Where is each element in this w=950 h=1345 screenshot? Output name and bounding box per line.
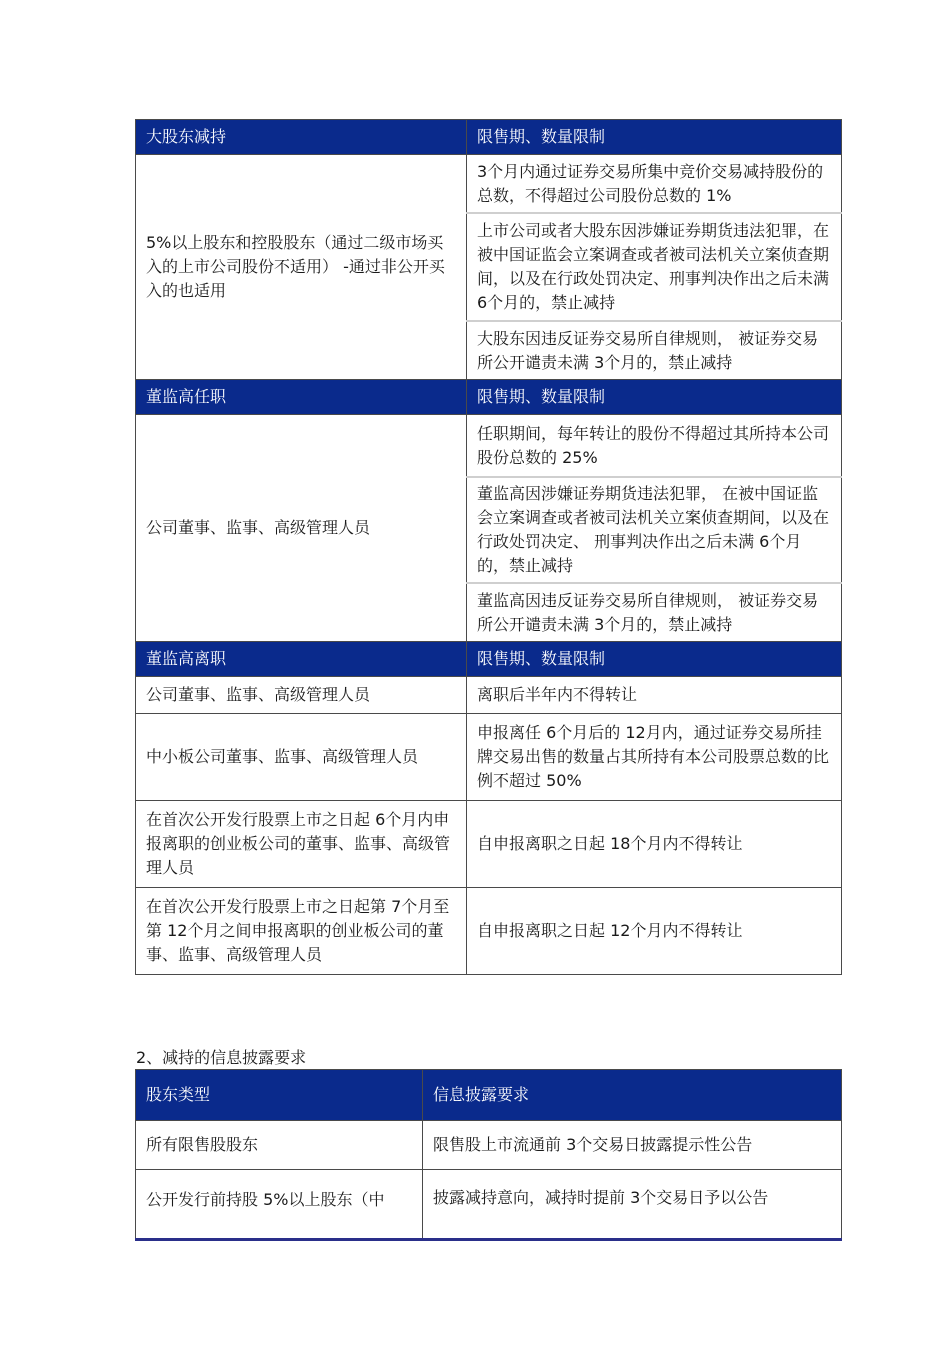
rule-cell: 自申报离职之日起 18个月内不得转让 — [467, 801, 842, 888]
rule-cell: 董监高因违反证券交易所自律规则， 被证券交易所公开谴责未满 3个月的，禁止减持 — [467, 583, 842, 642]
rule-cell: 上市公司或者大股东因涉嫌证券期货违法犯罪，在被中国证监会立案调查或者被司法机关立案侦查期间，以及在行政处罚决定、刑事判决作出之后未满 6个月的，禁止减持 — [467, 213, 842, 321]
table-row — [136, 888, 842, 975]
subject-cell: 在首次公开发行股票上市之日起第 7个月至第 12个月之间申报离职的创业板公司的董事、监事、高级管理人员 — [136, 888, 467, 975]
rule-cell: 任职期间，每年转让的股份不得超过其所持本公司股份总数的 25% — [467, 415, 842, 478]
disclosure-header — [136, 1070, 842, 1121]
table-row — [136, 1121, 842, 1170]
table-row — [136, 677, 842, 714]
subject-cell: 中小板公司董事、监事、高级管理人员 — [136, 714, 467, 801]
header-cell-left: 董监高任职 — [136, 380, 467, 415]
subject-cell: 公司董事、监事、高级管理人员 — [136, 415, 467, 642]
rule-cell: 3个月内通过证券交易所集中竞价交易减持股份的总数，不得超过公司股份总数的 1% — [467, 155, 842, 214]
table-row — [136, 714, 842, 801]
rule-cell: 董监高因涉嫌证券期货违法犯罪， 在被中国证监会立案调查或者被司法机关立案侦查期间，以及在行政处罚决定、 刑事判决作出之后未满 6个月的，禁止减持 — [467, 477, 842, 583]
subject-cell: 5%以上股东和控股股东（通过二级市场买入的上市公司股份不适用） -通过非公开买入的也适用 — [136, 155, 467, 380]
header-cell-left: 董监高离职 — [136, 642, 467, 677]
disclosure-requirement-cell: 限售股上市流通前 3个交易日披露提示性公告 — [423, 1121, 842, 1170]
section-caption: 2、减持的信息披露要求 — [136, 1048, 307, 1067]
shareholder-type-cell: 所有限售股股东 — [136, 1121, 423, 1170]
disclosure-table — [135, 1069, 842, 1241]
rule-cell: 申报离任 6个月后的 12月内，通过证券交易所挂牌交易出售的数量占其所持有本公司股票总数的比例不超过 50% — [467, 714, 842, 801]
section-header-director-tenure — [136, 380, 842, 415]
disclosure-requirement-cell: 披露减持意向，减持时提前 3个交易日予以公告 — [423, 1170, 842, 1240]
subject-cell: 在首次公开发行股票上市之日起 6个月内申报离职的创业板公司的董事、监事、高级管理人员 — [136, 801, 467, 888]
table-row — [136, 415, 842, 478]
header-cell-left: 股东类型 — [136, 1070, 423, 1121]
reduction-rules-table — [135, 119, 842, 975]
header-cell-right: 限售期、数量限制 — [467, 380, 842, 415]
table-row — [136, 155, 842, 214]
table-row — [136, 1170, 842, 1240]
subject-cell: 公司董事、监事、高级管理人员 — [136, 677, 467, 714]
header-cell-right: 限售期、数量限制 — [467, 642, 842, 677]
section-header-director-resign — [136, 642, 842, 677]
rule-cell: 离职后半年内不得转让 — [467, 677, 842, 714]
header-cell-right: 限售期、数量限制 — [467, 120, 842, 155]
rule-cell: 大股东因违反证券交易所自律规则， 被证券交易所公开谴责未满 3个月的，禁止减持 — [467, 321, 842, 380]
rule-cell: 自申报离职之日起 12个月内不得转让 — [467, 888, 842, 975]
table-row — [136, 801, 842, 888]
header-cell-right: 信息披露要求 — [423, 1070, 842, 1121]
header-cell-left: 大股东减持 — [136, 120, 467, 155]
shareholder-type-cell: 公开发行前持股 5%以上股东（中 — [136, 1170, 423, 1240]
section-header-major-shareholder — [136, 120, 842, 155]
